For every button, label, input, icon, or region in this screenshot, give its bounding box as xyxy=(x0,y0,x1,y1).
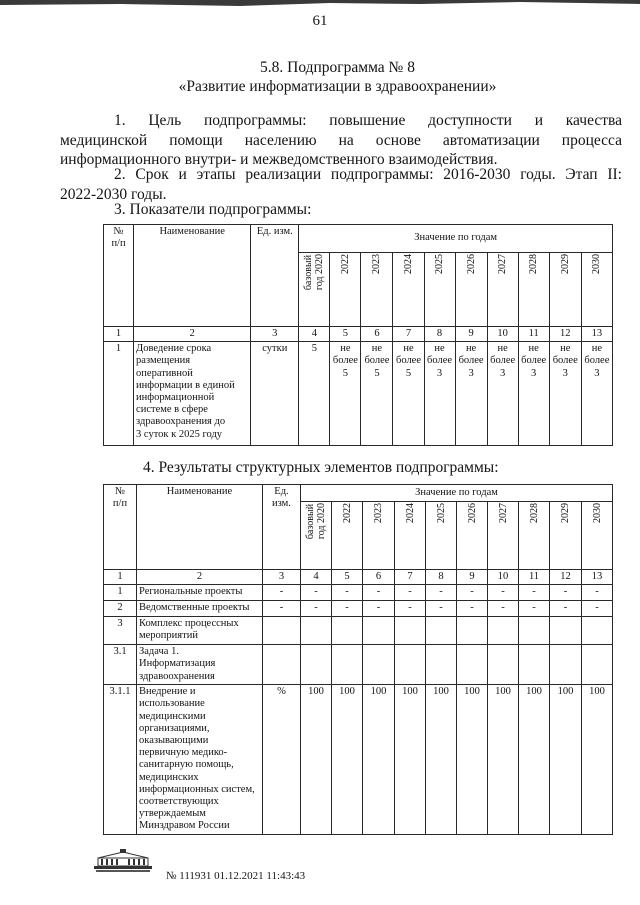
t2-row-value: - xyxy=(457,601,488,617)
document-footer xyxy=(92,848,412,898)
t2-column-number: 3 xyxy=(263,570,301,585)
t2-column-number: 5 xyxy=(332,570,363,585)
t2-year-header xyxy=(550,502,582,570)
t2-row-value: - xyxy=(519,601,550,617)
t1-year-label: 2027 xyxy=(497,254,509,274)
t2-year-label: 2029 xyxy=(560,503,571,523)
page-number: 61 xyxy=(312,13,328,29)
t2-row-value: - xyxy=(550,601,582,617)
t2-year-header xyxy=(519,502,550,570)
t1-row-value: не более 3 xyxy=(424,342,455,446)
t2-column-number: 8 xyxy=(426,570,457,585)
t2-row-value xyxy=(332,645,363,685)
t2-row-name: Внедрение и использование медицинскими организациями, оказывающими первичную медико- санитарную помощь, медицинских информационных систем, соответствующих утверждаемым Минздравом России xyxy=(137,685,263,834)
t2-row-value: - xyxy=(488,585,519,601)
t2-row-value: - xyxy=(582,585,613,601)
t2-row-value xyxy=(426,617,457,645)
indicators-table xyxy=(103,224,613,446)
goal-paragraph xyxy=(60,111,622,170)
t2-row-value: 100 xyxy=(550,685,582,834)
t1-year-label: 2029 xyxy=(559,254,571,274)
t2-year-label: 2025 xyxy=(435,503,447,523)
t2-row-value: - xyxy=(301,601,332,617)
t2-row-value: - xyxy=(363,585,395,601)
t2-row-value: 100 xyxy=(332,685,363,834)
t2-row-value: 100 xyxy=(519,685,550,834)
t1-row-value: не более 3 xyxy=(549,342,581,446)
t2-row-num: 3.1 xyxy=(104,645,137,685)
t2-row-value xyxy=(582,617,613,645)
t2-row-value: 100 xyxy=(582,685,613,834)
term-line-1: 2. Срок и этапы реализации подпрограммы: 2016-2030 годы. Этап II: xyxy=(114,166,622,183)
top-scan-edge xyxy=(0,0,640,9)
t2-table-row xyxy=(104,601,613,617)
t2-row-name: Задача 1. Информатизация здравоохранения xyxy=(137,645,263,685)
t2-row-value: 100 xyxy=(426,685,457,834)
t1-year-header xyxy=(455,253,487,327)
t2-year-label: базовый год 2020 xyxy=(305,503,327,540)
indicators-title: 3. Показатели подпрограммы: xyxy=(114,201,312,218)
t1-year-header xyxy=(518,253,549,327)
t2-header-name: Наименование xyxy=(137,485,263,570)
t1-header-unit: Ед. изм. xyxy=(251,225,299,327)
t1-year-header xyxy=(361,253,393,327)
t1-year-header xyxy=(424,253,455,327)
t2-column-number: 11 xyxy=(519,570,550,585)
goal-line-2: медицинской помощи населению на основе автоматизации процесса xyxy=(60,131,622,149)
t2-column-number: 10 xyxy=(488,570,519,585)
term-line-2: 2022-2030 годы. xyxy=(60,185,167,203)
t1-row-value: не более 5 xyxy=(361,342,393,446)
t2-row-value: - xyxy=(332,585,363,601)
t2-header-values-group: Значение по годам xyxy=(301,485,613,502)
t1-column-number: 4 xyxy=(299,327,330,342)
t2-table-row xyxy=(104,585,613,601)
t1-column-number: 6 xyxy=(361,327,393,342)
t2-table-row xyxy=(104,617,613,645)
t1-year-label: 2028 xyxy=(528,254,540,274)
t2-column-number: 12 xyxy=(550,570,582,585)
term-paragraph xyxy=(60,165,622,204)
t2-header-num: № п/п xyxy=(104,485,137,570)
t2-year-header xyxy=(488,502,519,570)
t2-column-number: 6 xyxy=(363,570,395,585)
t2-year-header xyxy=(332,502,363,570)
t2-row-unit xyxy=(263,617,301,645)
t2-row-value: 100 xyxy=(363,685,395,834)
t2-row-value xyxy=(363,617,395,645)
t1-column-number: 7 xyxy=(393,327,424,342)
t1-header-values-group: Значение по годам xyxy=(299,225,613,253)
subprogram-title: 5.8. Подпрограмма № 8 xyxy=(260,59,415,76)
t1-table-row xyxy=(104,342,613,446)
t2-row-unit: - xyxy=(263,585,301,601)
t1-year-label: 2025 xyxy=(434,254,446,274)
t2-row-value xyxy=(363,645,395,685)
t2-row-num: 1 xyxy=(104,585,137,601)
t2-row-value xyxy=(395,617,426,645)
t1-column-number: 5 xyxy=(330,327,361,342)
t1-year-label: 2024 xyxy=(402,254,414,274)
results-title: 4. Результаты структурных элементов подпрограммы: xyxy=(143,459,499,476)
t1-row-value: не более 5 xyxy=(330,342,361,446)
t2-row-name: Региональные проекты xyxy=(137,585,263,601)
t1-row-num: 1 xyxy=(104,342,134,446)
t1-year-header xyxy=(549,253,581,327)
t2-row-name: Ведомственные проекты xyxy=(137,601,263,617)
t2-row-value xyxy=(301,617,332,645)
t2-header-unit: Ед. изм. xyxy=(263,485,301,570)
t1-row-value: не более 3 xyxy=(518,342,549,446)
t1-column-number: 11 xyxy=(518,327,549,342)
t1-year-header xyxy=(581,253,612,327)
t1-row-value: не более 3 xyxy=(581,342,612,446)
t2-column-number: 9 xyxy=(457,570,488,585)
t1-row-value: не более 5 xyxy=(393,342,424,446)
t2-row-name: Комплекс процессных мероприятий xyxy=(137,617,263,645)
t2-row-value: - xyxy=(457,585,488,601)
t1-row-value: не более 3 xyxy=(455,342,487,446)
t2-row-value: - xyxy=(426,601,457,617)
t2-year-label: 2026 xyxy=(466,503,478,523)
t2-year-header xyxy=(426,502,457,570)
t2-column-number: 1 xyxy=(104,570,137,585)
t2-table-row xyxy=(104,645,613,685)
t2-column-number: 4 xyxy=(301,570,332,585)
t1-column-number: 2 xyxy=(134,327,251,342)
t2-row-value xyxy=(332,617,363,645)
t2-row-value xyxy=(426,645,457,685)
t2-row-value xyxy=(519,617,550,645)
t2-row-value xyxy=(550,617,582,645)
t1-header-num: № п/п xyxy=(104,225,134,327)
t2-row-value: - xyxy=(582,601,613,617)
t1-year-label: базовый год 2020 xyxy=(303,254,326,291)
t1-row-value: 5 xyxy=(299,342,330,446)
document-registration-number: № 111931 01.12.2021 11:43:43 xyxy=(166,870,306,882)
t1-column-number: 9 xyxy=(455,327,487,342)
t2-row-unit: % xyxy=(263,685,301,834)
t2-column-number: 2 xyxy=(137,570,263,585)
t1-column-number: 13 xyxy=(581,327,612,342)
t2-row-num: 3 xyxy=(104,617,137,645)
t2-row-num: 3.1.1 xyxy=(104,685,137,834)
t2-row-value xyxy=(457,617,488,645)
t2-table-row xyxy=(104,685,613,834)
t2-row-value xyxy=(550,645,582,685)
t2-row-value: 100 xyxy=(395,685,426,834)
t2-row-value xyxy=(488,617,519,645)
government-building-stamp-icon xyxy=(92,848,154,874)
t2-row-value: - xyxy=(519,585,550,601)
t2-year-header xyxy=(395,502,426,570)
t2-column-number: 13 xyxy=(582,570,613,585)
t2-row-value xyxy=(488,645,519,685)
t1-year-header xyxy=(393,253,424,327)
t1-column-number: 8 xyxy=(424,327,455,342)
goal-line-3: информационного внутри- и межведомственного взаимодействия. xyxy=(60,151,498,168)
t2-row-value: - xyxy=(395,585,426,601)
t2-row-num: 2 xyxy=(104,601,137,617)
t2-row-value: - xyxy=(395,601,426,617)
t1-year-header xyxy=(330,253,361,327)
goal-line-1: 1. Цель подпрограммы: повышение доступности и качества xyxy=(114,112,622,129)
t2-row-value: 100 xyxy=(488,685,519,834)
t2-year-label: 2023 xyxy=(373,503,384,523)
t1-year-header xyxy=(487,253,518,327)
t2-row-value: - xyxy=(363,601,395,617)
t2-row-value: - xyxy=(426,585,457,601)
t2-year-label: 2022 xyxy=(341,503,353,523)
t1-column-number: 10 xyxy=(487,327,518,342)
t2-row-value xyxy=(519,645,550,685)
t2-row-unit xyxy=(263,645,301,685)
t2-year-label: 2030 xyxy=(591,503,603,523)
t2-row-value: - xyxy=(332,601,363,617)
t2-row-value: - xyxy=(550,585,582,601)
t1-row-name: Доведение срока размещения оперативной информации в единой информационной системе в сфере здравоохранения до 3 суток к 2025 году xyxy=(134,342,251,446)
t2-year-header xyxy=(582,502,613,570)
t2-row-value xyxy=(301,645,332,685)
t2-year-label: 2024 xyxy=(404,503,416,523)
t2-row-value: 100 xyxy=(457,685,488,834)
t1-year-label: 2023 xyxy=(371,254,383,274)
t2-row-value xyxy=(457,645,488,685)
t2-column-number: 7 xyxy=(395,570,426,585)
t1-row-unit: сутки xyxy=(251,342,299,446)
t2-year-label: 2027 xyxy=(497,503,509,523)
t1-row-value: не более 3 xyxy=(487,342,518,446)
t1-column-number: 1 xyxy=(104,327,134,342)
t2-year-header xyxy=(363,502,395,570)
t2-row-unit: - xyxy=(263,601,301,617)
subprogram-subtitle: «Развитие информатизации в здравоохранении» xyxy=(178,78,497,95)
t1-year-label: 2030 xyxy=(591,254,603,274)
t2-year-header xyxy=(457,502,488,570)
t1-year-header xyxy=(299,253,330,327)
results-table xyxy=(103,484,613,835)
t2-row-value xyxy=(395,645,426,685)
t2-row-value: 100 xyxy=(301,685,332,834)
t2-row-value: - xyxy=(301,585,332,601)
t1-column-number: 12 xyxy=(549,327,581,342)
t2-row-value xyxy=(582,645,613,685)
t1-header-name: Наименование xyxy=(134,225,251,327)
t2-year-label: 2028 xyxy=(528,503,540,523)
t1-year-label: 2026 xyxy=(465,254,477,274)
t2-row-value: - xyxy=(488,601,519,617)
t1-column-number: 3 xyxy=(251,327,299,342)
t2-year-header xyxy=(301,502,332,570)
t1-year-label: 2022 xyxy=(339,254,351,274)
